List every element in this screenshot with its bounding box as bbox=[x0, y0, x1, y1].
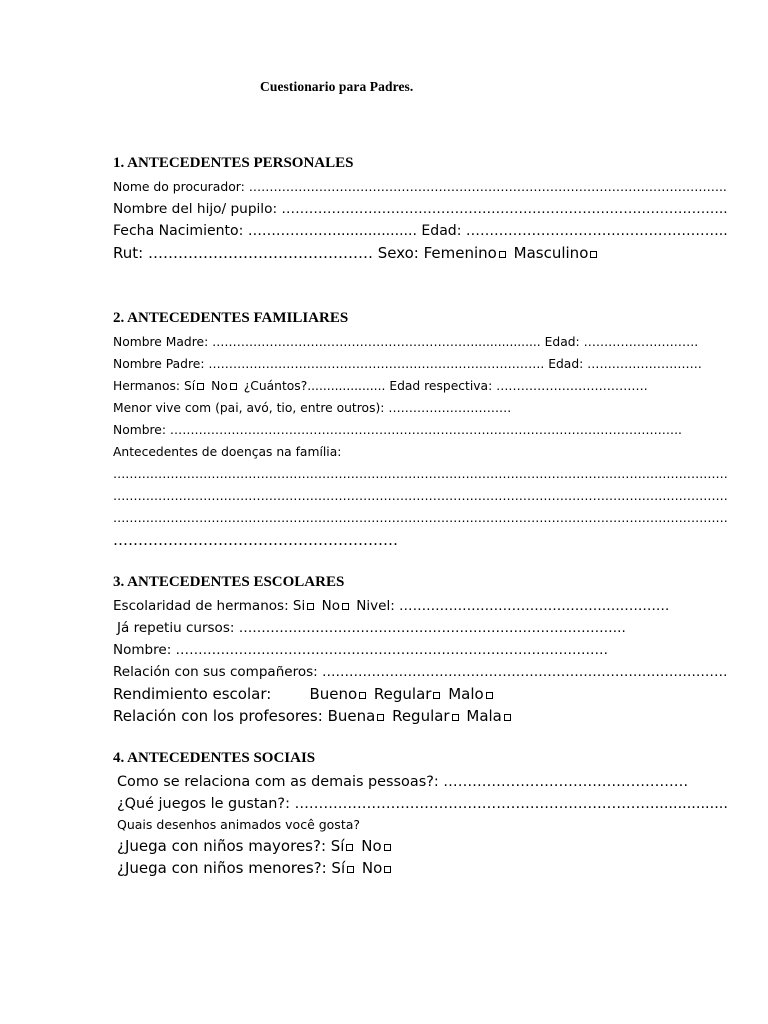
younger-no-label: No bbox=[357, 859, 383, 877]
attorney-name-line: Nome do procurador: …………………………………………………………………………………………………….. bbox=[113, 179, 727, 194]
dotted-answer-line: …………………………………………………………………………………………………………………………………… bbox=[113, 467, 728, 481]
older-yes-label: ¿Juega con niños mayores?: Sí bbox=[117, 837, 345, 855]
child-name-line: Nombre del hijo/ pupilo: …………………………………………………………………………………….. bbox=[113, 201, 728, 217]
section-personal bbox=[113, 154, 728, 264]
siblings-yes-checkbox[interactable] bbox=[197, 383, 204, 390]
rut-sex-line bbox=[113, 242, 728, 264]
teacher-bad-label: Mala bbox=[461, 707, 502, 725]
section-school bbox=[113, 573, 727, 727]
school-performance-line bbox=[113, 683, 727, 705]
document-title: Cuestionario para Padres. bbox=[260, 79, 414, 94]
dotted-answer-line: ………………………………………………… bbox=[113, 531, 398, 549]
family-illness-label: Antecedentes de doenças na família: bbox=[113, 445, 342, 459]
siblings-line bbox=[113, 375, 728, 397]
level-label: Nivel: …………………………………………………… bbox=[351, 598, 670, 614]
siblings-no-label: No bbox=[207, 379, 228, 393]
teacher-bad-checkbox[interactable] bbox=[504, 714, 511, 721]
schooling-no-label: No bbox=[317, 598, 340, 614]
rut-sex-label: Rut: ……………………………………… Sexo: Femenino bbox=[113, 244, 497, 262]
guardian-name-line: Nombre: …………………………………………………………………………………………………………….. bbox=[113, 423, 682, 437]
performance-good-checkbox[interactable] bbox=[359, 692, 366, 699]
father-name-line: Nombre Padre: ………………………………………………………………………. Edad: ………………………. bbox=[113, 357, 702, 371]
schooling-yes-checkbox[interactable] bbox=[307, 603, 314, 610]
section-family bbox=[113, 309, 728, 551]
lives-with-line: Menor vive com (pai, avó, tio, entre outros): ………………………… bbox=[113, 401, 512, 415]
older-no-checkbox[interactable] bbox=[384, 844, 391, 851]
older-kids-line bbox=[113, 835, 728, 857]
siblings-count-label: ¿Cuántos?.................... Edad respectiva: ………………………………. bbox=[239, 379, 648, 393]
school-name-line: Nombre: …………………………………………………………………………………… bbox=[113, 642, 609, 658]
section-social bbox=[113, 749, 728, 879]
teacher-good-label: Relación con los profesores: Buena bbox=[113, 707, 376, 725]
female-checkbox[interactable] bbox=[499, 251, 506, 258]
siblings-schooling-line bbox=[113, 595, 727, 617]
performance-bad-label: Malo bbox=[443, 685, 484, 703]
dotted-answer-line: …………………………………………………………………………………………………………………………………… bbox=[113, 511, 728, 525]
teacher-regular-checkbox[interactable] bbox=[452, 714, 459, 721]
teacher-good-checkbox[interactable] bbox=[377, 714, 384, 721]
performance-good-label: Rendimiento escolar: Bueno bbox=[113, 685, 358, 703]
performance-bad-checkbox[interactable] bbox=[486, 692, 493, 699]
younger-no-checkbox[interactable] bbox=[384, 866, 391, 873]
section-heading: 2. ANTECEDENTES FAMILIARES bbox=[113, 310, 349, 326]
performance-regular-label: Regular bbox=[369, 685, 432, 703]
male-label: Masculino bbox=[508, 244, 589, 262]
siblings-no-checkbox[interactable] bbox=[230, 383, 237, 390]
section-heading: 1. ANTECEDENTES PERSONALES bbox=[113, 155, 354, 171]
peer-relation-line: Relación con sus compañeros: ……………………………………………………………………………… bbox=[113, 664, 728, 680]
section-heading: 4. ANTECEDENTES SOCIAIS bbox=[113, 750, 316, 766]
mother-name-line: Nombre Madre: ……………………………………………………….................. Edad: ………………………. bbox=[113, 335, 699, 349]
social-relation-line: Como se relaciona com as demais pessoas?: …………………………………………… bbox=[117, 774, 689, 790]
older-yes-checkbox[interactable] bbox=[346, 844, 353, 851]
teacher-regular-label: Regular bbox=[387, 707, 450, 725]
teacher-relation-line bbox=[113, 705, 727, 727]
birthdate-age-line: Fecha Nacimiento: ………………................... Edad: ……………………………………………….. bbox=[113, 223, 728, 239]
older-no-label: No bbox=[356, 837, 382, 855]
schooling-no-checkbox[interactable] bbox=[342, 603, 349, 610]
younger-yes-checkbox[interactable] bbox=[347, 866, 354, 873]
repeated-grades-line: Já repetiu cursos: ………………………………………………………………………….. bbox=[117, 620, 626, 636]
cartoons-line: Quais desenhos animados você gosta? bbox=[117, 817, 361, 832]
dotted-answer-line: …………………………………………………………………………………………………………………………………… bbox=[113, 489, 728, 503]
games-line: ¿Qué juegos le gustan?: …………………………………………………………………................ bbox=[117, 796, 728, 812]
schooling-yes-label: Escolaridad de hermanos: Si bbox=[113, 598, 306, 614]
performance-regular-checkbox[interactable] bbox=[433, 692, 440, 699]
younger-yes-label: ¿Juega con niños menores?: Sí bbox=[117, 859, 346, 877]
siblings-yes-label: Hermanos: Sí bbox=[113, 379, 196, 393]
section-heading: 3. ANTECEDENTES ESCOLARES bbox=[113, 574, 345, 590]
male-checkbox[interactable] bbox=[590, 251, 597, 258]
younger-kids-line bbox=[113, 857, 728, 879]
